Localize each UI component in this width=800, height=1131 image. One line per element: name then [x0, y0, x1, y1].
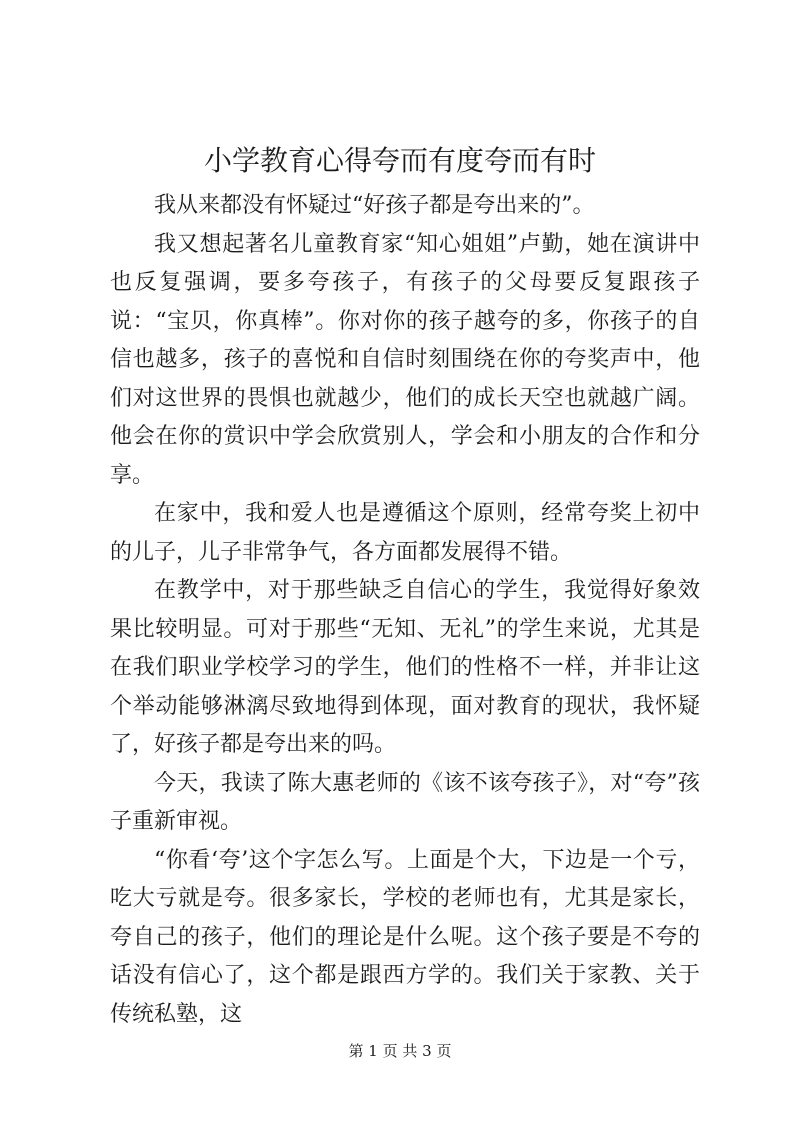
paragraph-4: 在教学中，对于那些缺乏自信心的学生，我觉得好象效果比较明显。可对于那些“无知、无礼”的学生来说，尤其是在我们职业学校学习的学生，他们的性格不一样，并非让这个举动能够淋漓尽致地得到体现，面对教育的现状，我怀疑了，好孩子都是夸出来的吗。 [110, 578, 700, 757]
paragraph-6: “你看‘夸’这个字怎么写。上面是个大，下边是一个亏，吃大亏就是夸。很多家长，学校的老师也有，尤其是家长，夸自己的孩子，他们的理论是什么呢。这个孩子要是不夸的话没有信心了，这个都是跟西方学的。我们关于家教、关于传统私塾，这 [110, 847, 700, 1027]
paragraph-2: 我又想起著名儿童教育家“知心姐姐”卢勤，她在演讲中也反复强调，要多夸孩子，有孩子的父母要反复跟孩子说：“宝贝，你真棒”。你对你的孩子越夸的多，你孩子的自信也越多，孩子的喜悦和自信时刻围绕在你的夸奖声中，他们对这世界的畏惧也就越少，他们的成长天空也就越广阔。他会在你的赏识中学会欣赏别人，学会和小朋友的合作和分享。 [110, 231, 700, 488]
paragraph-1: 我从来都没有怀疑过“好孩子都是夸出来的”。 [154, 193, 595, 218]
page-number-footer: 第 1 页 共 3 页 [348, 1042, 452, 1060]
paragraph-5: 今天，我读了陈大惠老师的《该不该夸孩子》，对“夸”孩子重新审视。 [110, 770, 700, 834]
document-title: 小学教育心得夸而有度夸而有时 [203, 144, 596, 177]
document-body [110, 187, 700, 1034]
paragraph-3: 在家中，我和爱人也是遵循这个原则，经常夸奖上初中的儿子，儿子非常争气，各方面都发展得不错。 [110, 501, 700, 565]
